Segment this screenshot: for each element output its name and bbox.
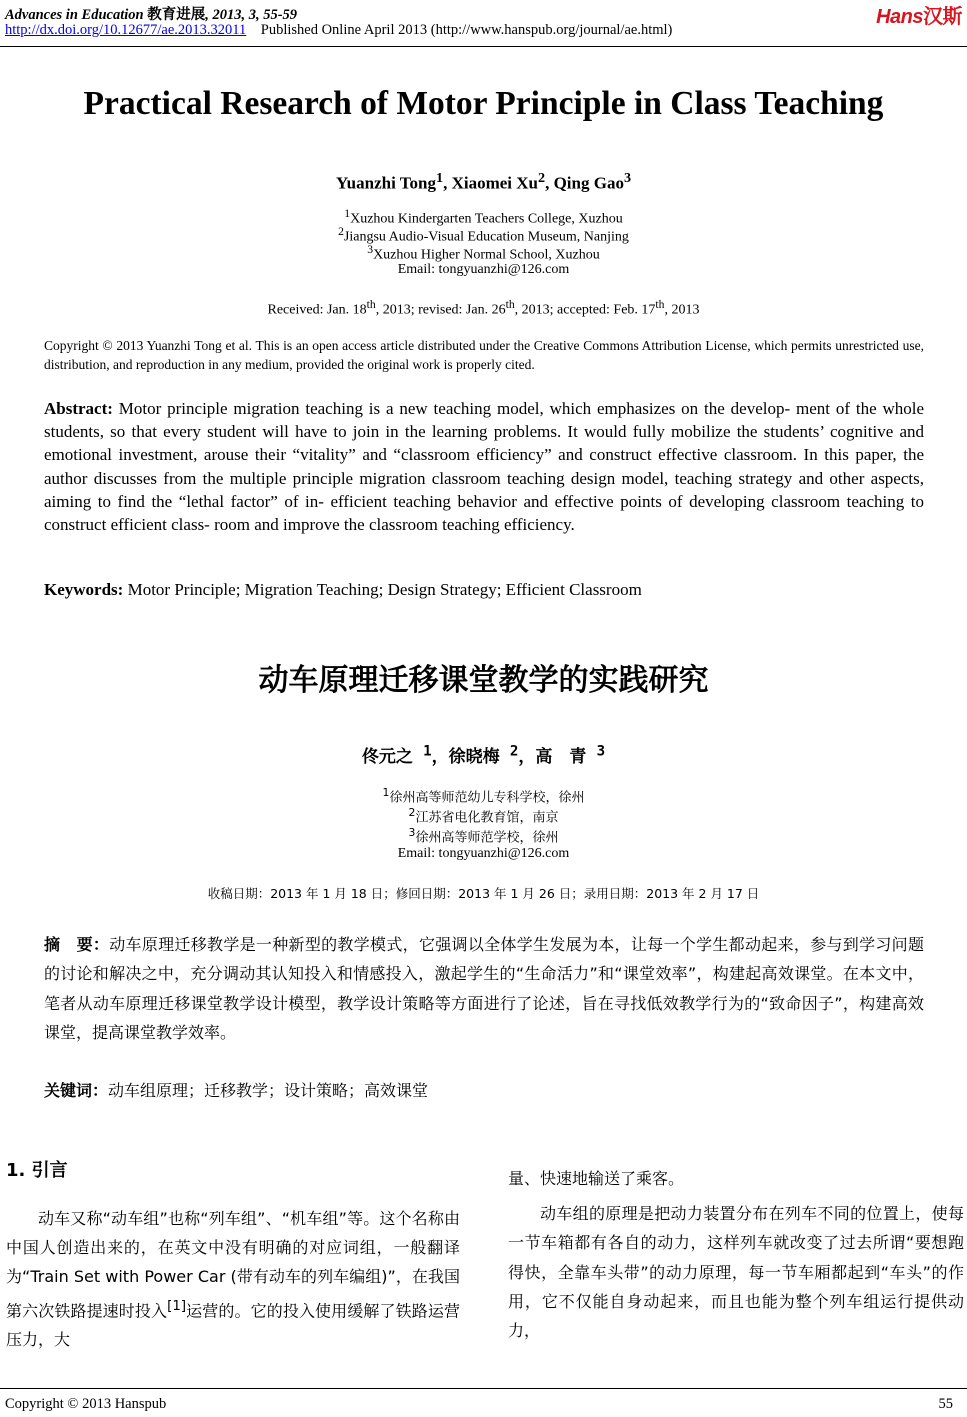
body-paragraph: 动车组的原理是把动力装置分布在列车不同的位置上，使每一节车箱都有各自的动力，这样列车就改变了过去所谓“要想跑得快，全靠车头带”的动力原理，每一节车厢都起到“车头”的作用，它不仅能自身动起来，而且也能为整个列车组运行提供动力， [508,1204,964,1341]
author-sep: ， [518,747,536,767]
abstract-text: Motor principle migration teaching is a new teaching model, which emphasizes on the develop- ment of the whole students, so that every student will have to join in the learning problems. It would fully mobilize the students’ cognitive and emotional investment, arouse their “vitality” and “classroom efficiency” and construct effective classroom. In this paper, the author discusses from the multiple principle migration classroom teaching design model, teaching strategy and other aspects, aiming to find the “lethal factor” of in- efficient teaching behavior and effective points of developing classroom teaching to construct efficient class- room and improve the classroom teaching efficiency. [44,399,925,535]
doi-line [5,22,672,39]
author-sup: 2 [509,743,519,760]
keywords-en [44,580,642,600]
keywords-text-cn: 动车组原理；迁移教学；设计策略；高效课堂 [108,1081,429,1100]
date-sup: th [366,298,376,311]
keywords-label: Keywords: [44,580,124,599]
journal-header [5,3,297,24]
article-dates [0,298,967,319]
author-sup: 3 [596,743,606,760]
journal-name-en: Advances in Education [5,7,144,23]
journal-name-cn: 教育进展 [147,7,206,23]
abstract-text-cn: 动车原理迁移教学是一种新型的教学模式，它强调以全体学生发展为本，让每一个学生都动起来，参与到学习问题的讨论和解决之中，充分调动其认知投入和情感投入，激起学生的“生命活力”和“课堂效率”，构建起高效课堂。在本文中，笔者从动车原理迁移课堂教学设计模型，教学设计策略等方面进行了论述，旨在寻找低效教学行为的“致命因子”，构建高效课堂，提高课堂教学效率。 [44,935,924,1042]
date-year: , 2013 [664,302,700,318]
body-paragraph: 量、快速地输送了乘客。 [508,1169,685,1188]
affiliation-cn [0,826,967,845]
accepted-date: , 2013; accepted: Feb. 17 [514,302,656,318]
author-list [0,170,967,194]
body-column-left [6,1204,460,1354]
author-name-cn: 佟元之 [361,747,413,767]
copyright-notice: Copyright © 2013 Yuanzhi Tong et al. This is an open access article distributed under the Creative Commons Attribution License, which permits unrestricted use, distribution, and reproduction in any medium, provided the original work is properly cited. [44,338,924,372]
keywords-cn [44,1078,428,1101]
author-sup: 2 [538,170,546,186]
header-rule [0,46,967,47]
affiliation-text: 徐州高等师范学校，徐州 [415,830,559,846]
affiliation-cn [0,786,967,805]
abstract-cn [44,930,924,1047]
section-heading: 1. 引言 [6,1160,68,1181]
author-sep: , [443,173,452,193]
affiliation-sup: 1 [344,207,351,220]
logo-text-en: Hans [876,6,923,28]
citation-ref[interactable]: [1] [167,1298,187,1314]
article-dates-cn: 收稿日期：2013 年 1 月 18 日；修回日期：2013 年 1 月 26 日；录用日期：2013 年 2 月 17 日 [207,886,760,901]
affiliation-text: Xuzhou Higher Normal School, Xuzhou [373,247,600,263]
date-sup: th [505,298,515,311]
paper-title: Practical Research of Motor Principle in Class Teaching [83,85,884,122]
affiliation-text: 江苏省电化教育馆，南京 [415,810,559,826]
abstract-label-cn: 摘 要： [44,935,110,954]
affiliation-sup: 3 [408,826,416,839]
affiliation-text: Xuzhou Kindergarten Teachers College, Xuzhou [350,211,623,227]
hans-logo [876,0,962,29]
author-list-cn [0,742,967,767]
author-name: Qing Gao [553,173,624,193]
published-online: Published Online April 2013 (http://www.hanspub.org/journal/ae.html) [260,22,673,38]
doi-link[interactable]: http://dx.doi.org/10.12677/ae.2013.32011 [5,22,247,38]
author-email: Email: tongyuanzhi@126.com [397,262,570,277]
affiliation [0,243,967,264]
keywords-text: Motor Principle; Migration Teaching; Design Strategy; Efficient Classroom [127,580,642,599]
footer-rule [0,1388,967,1389]
affiliation-text: Jiangsu Audio-Visual Education Museum, Nanjing [343,229,629,245]
author-sup: 1 [423,743,432,760]
author-sup: 3 [623,170,632,186]
author-name-cn: 徐晓梅 [448,747,500,767]
affiliation-sup: 1 [382,786,390,799]
affiliation-text: 徐州高等师范幼儿专科学校，徐州 [389,790,585,806]
paper-title-cn: 动车原理迁移课堂教学的实践研究 [258,663,709,698]
author-name: Yuanzhi Tong [335,173,436,193]
affiliation-cn [0,806,967,825]
author-email-cn: Email: tongyuanzhi@126.com [397,846,570,861]
keywords-label-cn: 关键词： [44,1081,109,1100]
author-sep: ， [431,747,449,767]
body-column-right [508,1164,964,1345]
paragraph-text: 动车又称“动车组”也称“列车组”、“机车组”等。这个名称由中国人创造出来的，在英文中没有明确的对应词组，一般翻译为“Train Set with Power Car (带有动车的列车编组)”，在我国第六次铁路提速时投入 [6,1209,460,1320]
affiliation-sup: 3 [367,243,374,256]
affiliation-sup: 2 [408,806,416,819]
author-name-cn: 高 青 [535,747,587,767]
revised-date: , 2013; revised: Jan. 26 [375,302,506,318]
abstract-en [44,397,924,536]
body-paragraph [6,1204,460,1354]
page-number: 55 [938,1396,953,1412]
footer-copyright: Copyright © 2013 Hanspub [5,1396,167,1412]
paragraph-text: 运营的。它的投入使用缓解了铁路运营压力，大 [6,1300,460,1350]
received-date: Received: Jan. 18 [267,302,367,318]
journal-info: , 2013, 3, 55-59 [205,7,298,23]
abstract-label: Abstract: [44,399,113,418]
affiliation-sup: 2 [338,225,344,238]
date-sup: th [655,298,665,311]
author-name: Xiaomei Xu [451,173,538,193]
logo-text-cn: 汉斯 [923,6,962,28]
author-sup: 1 [436,170,444,186]
author-sep: , [545,173,554,193]
